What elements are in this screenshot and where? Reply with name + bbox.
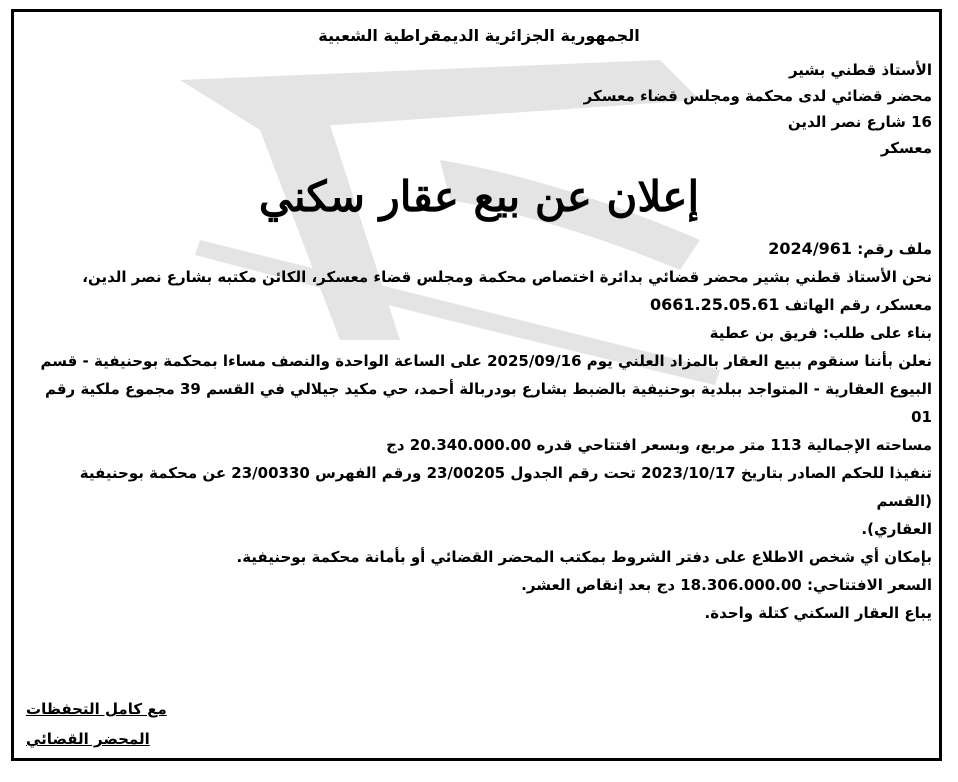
file-number-line bbox=[26, 235, 932, 263]
intro-phone-label: معسكر، رقم الهاتف bbox=[779, 296, 932, 314]
announce-line-2: البيوع العقارية - المتواجد ببلدية بوحنيفية بالضبط بشارع بودربالة أحمد، حي مكيد جيلالي في القسم 39 مجموع ملكية رقم 01 bbox=[44, 380, 932, 426]
phone-number: 0661.25.05.61 bbox=[649, 295, 780, 314]
announcement-document bbox=[26, 26, 932, 627]
announcement-title: إعلان عن بيع عقار سكني bbox=[258, 172, 700, 221]
intro-line-2 bbox=[26, 291, 932, 319]
bailiff-signature: المحضر القضائي bbox=[26, 730, 150, 748]
judgment-line-2: العقاري). bbox=[861, 520, 932, 538]
lawyer-address: 16 شارع نصر الدين bbox=[787, 113, 932, 131]
lawyer-name: الأستاذ قطني بشير bbox=[788, 61, 932, 79]
announce-line-3: مساحته الإجمالية 113 متر مربع، وبسعر افتتاحي قدره 20.340.000.00 دج bbox=[386, 436, 932, 454]
lawyer-role: محضر قضائي لدى محكمة ومجلس قضاء معسكر bbox=[583, 87, 932, 105]
judgment-line-1: تنفيذا للحكم الصادر بتاريخ 2023/10/17 تحت رقم الجدول 23/00205 ورقم الفهرس 23/00330 عن محكمة بوحنيفية (القسم bbox=[79, 464, 932, 510]
sale-note-line: يباع العقار السكني كتلة واحدة. bbox=[704, 604, 932, 622]
file-number: 2024/961 bbox=[768, 239, 853, 258]
announce-line-1: نعلن بأننا سنقوم ببيع العقار بالمزاد العلني يوم 2025/09/16 على الساعة الواحدة والنصف مساءا بمحكمة بوحنيفية - قسم bbox=[40, 352, 932, 370]
file-label: ملف رقم: bbox=[852, 240, 932, 258]
opening-price-line: السعر الافتتاحي: 18.306.000.00 دج بعد إنقاص العشر. bbox=[521, 576, 932, 594]
signature-block bbox=[26, 694, 167, 754]
lawyer-city: معسكر bbox=[880, 139, 932, 157]
conditions-line: بإمكان أي شخص الاطلاع على دفتر الشروط بمكتب المحضر القضائي أو بأمانة محكمة بوحنيفية. bbox=[236, 548, 932, 566]
republic-heading: الجمهورية الجزائرية الديمقراطية الشعبية bbox=[318, 26, 640, 45]
reservations-text: مع كامل التحفظات bbox=[26, 700, 167, 718]
intro-line-1: نحن الأستاذ قطني بشير محضر قضائي بدائرة اختصاص محكمة ومجلس قضاء معسكر، الكائن مكتبه بشارع نصر الدين، bbox=[82, 268, 932, 286]
request-line: بناء على طلب: فريق بن عطية bbox=[709, 324, 932, 342]
